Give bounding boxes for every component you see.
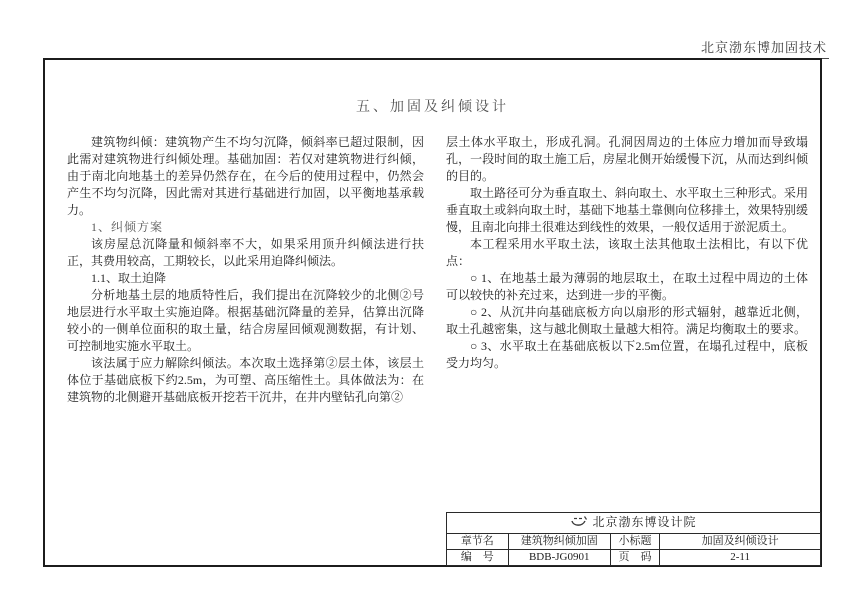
chapter-label: 章节名 xyxy=(447,534,509,550)
bullet-item: ○ 3、水平取土在基础底板以下2.5m位置，在塌孔过程中，底板受力均匀。 xyxy=(446,339,808,370)
subtitle-value: 加固及纠倾设计 xyxy=(660,534,821,550)
paragraph: 该法属于应力解除纠倾法。本次取土选择第②层土体，该层土体位于基础底板下约2.5m，为可塑、高压缩性土。具体做法为：在建筑物的北侧避开基础底板开挖若干沉井，在井内壁钻孔向第② xyxy=(67,356,424,404)
paragraph: 该房屋总沉降量和倾斜率不大，如果采用顶升纠倾法进行扶正，其费用较高，工期较长，以此采用迫降纠倾法。 xyxy=(67,237,424,268)
section-heading: 1、纠倾方案 xyxy=(91,220,164,234)
page-title: 五、加固及纠倾设计 xyxy=(356,100,509,115)
paragraph: 层土体水平取土，形成孔洞。孔洞因周边的土体应力增加而导致塌孔，一段时间的取土施工后，房屋北侧开始缓慢下沉，从而达到纠倾的目的。 xyxy=(446,135,808,183)
paragraph: 建筑物纠倾：建筑物产生不均匀沉降，倾斜率已超过限制，因此需对建筑物进行纠倾处理。基础加固：若仅对建筑物进行纠倾，由于南北向地基土的差异仍然存在，在今后的使用过程中，仍然会产生不均匀沉降，因此需对其进行基础进行加固，以平衡地基承载力。 xyxy=(67,135,424,217)
running-header: 北京渤东博加固技术 xyxy=(697,37,829,59)
company-name: 北京渤东博设计院 xyxy=(592,515,697,529)
number-label: 编 号 xyxy=(447,550,509,566)
table-row xyxy=(447,534,821,550)
title-block-table xyxy=(446,512,821,566)
table-row xyxy=(447,550,821,566)
paragraph: 本工程采用水平取土法，该取土法其他取土法相比，有以下优点： xyxy=(446,237,808,268)
paragraph: 取土路径可分为垂直取土、斜向取土、水平取土三种形式。采用垂直取土或斜向取土时，基础下地基土靠侧向位移排土，效果特别缓慢，且南北向排土很难达到线性的效果，一般仅适用于淤泥质土。 xyxy=(446,186,808,234)
page-label: 页 码 xyxy=(610,550,659,566)
table-row xyxy=(447,513,821,534)
subtitle-label: 小标题 xyxy=(610,534,659,550)
boat-logo-icon xyxy=(570,515,588,533)
right-text-column xyxy=(446,134,808,372)
subsection-heading: 1.1、取土迫降 xyxy=(91,271,167,285)
bullet-item: ○ 2、从沉井向基础底板方向以扇形的形式辐射，越靠近北侧，取土孔越密集，这与越北侧取土量越大相符。满足均衡取土的要求。 xyxy=(446,305,808,336)
left-text-column xyxy=(67,134,424,406)
bullet-item: ○ 1、在地基土最为薄弱的地层取土，在取土过程中周边的土体可以较快的补充过来，达到进一步的平衡。 xyxy=(446,271,808,302)
number-value: BDB-JG0901 xyxy=(508,550,610,566)
company-cell xyxy=(447,513,821,534)
paragraph: 分析地基土层的地质特性后，我们提出在沉降较少的北侧②号地层进行水平取土实施迫降。根据基础沉降量的差异，估算出沉降较小的一侧单位面积的取土量，结合房屋回倾观测数据，有计划、可控制地实施水平取土。 xyxy=(67,288,424,353)
sheet-border xyxy=(43,58,822,567)
page-value: 2-11 xyxy=(660,550,821,566)
chapter-value: 建筑物纠倾加固 xyxy=(508,534,610,550)
